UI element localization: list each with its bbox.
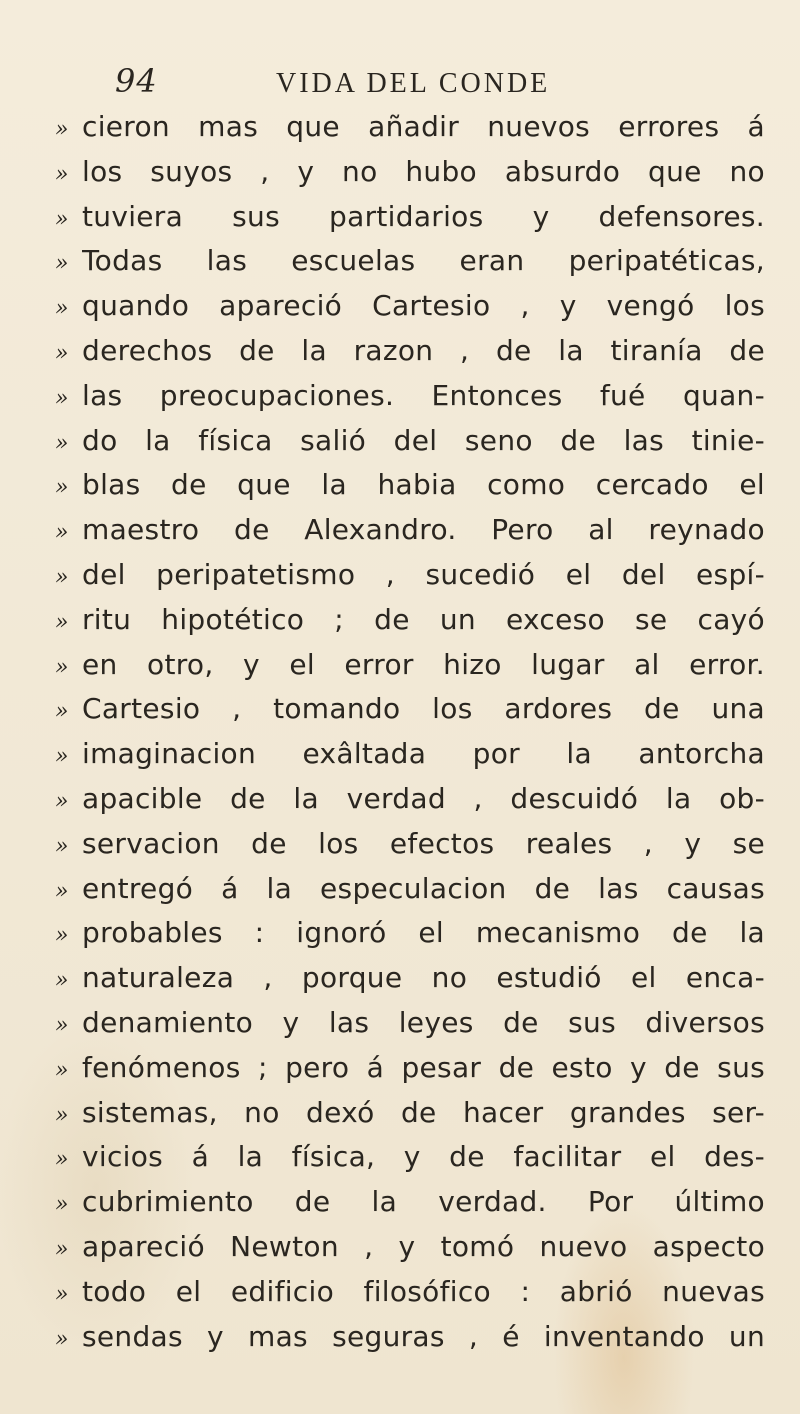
text-line — [55, 603, 765, 648]
quote-mark: » — [55, 475, 69, 501]
text-line — [55, 468, 765, 513]
quote-mark: » — [55, 744, 69, 770]
text-line — [55, 692, 765, 737]
text-line — [55, 558, 765, 603]
text-line — [55, 872, 765, 917]
text-line — [55, 334, 765, 379]
quote-mark: » — [55, 340, 69, 366]
quote-mark: » — [55, 430, 69, 456]
quote-mark: » — [55, 296, 69, 322]
text-line — [55, 155, 765, 200]
text-line — [55, 513, 765, 558]
quote-mark: » — [55, 654, 69, 680]
quote-mark: » — [55, 117, 69, 142]
quote-mark: » — [55, 1192, 69, 1218]
line-text: derechos de la razon , de la tiranía de — [82, 333, 765, 367]
quote-mark: » — [55, 1012, 69, 1038]
line-text: Todas las escuelas eran peripatéticas, — [82, 244, 765, 278]
text-line — [55, 1230, 765, 1275]
text-line — [55, 1275, 765, 1320]
line-text: naturaleza , porque no estudió el enca- — [82, 961, 765, 995]
quote-mark: » — [55, 1057, 69, 1083]
line-text: vicios á la física, y de facilitar el des- — [82, 1140, 765, 1174]
quote-mark: » — [55, 385, 69, 411]
text-line — [55, 737, 765, 782]
line-text: apacible de la verdad , descuidó la ob- — [82, 781, 765, 815]
line-text: los suyos , y no hubo absurdo que no — [82, 154, 765, 188]
text-line — [55, 200, 765, 245]
quote-mark: » — [55, 206, 69, 232]
quote-mark: » — [55, 564, 69, 590]
line-text: cieron mas que añadir nuevos errores á — [82, 110, 765, 143]
line-text: quando apareció Cartesio , y vengó los — [82, 289, 765, 323]
quote-mark: » — [55, 1326, 69, 1352]
quote-mark: » — [55, 1147, 69, 1173]
quote-mark: » — [55, 520, 69, 546]
line-text: todo el edificio filosófico : abrió nuevas — [82, 1274, 765, 1308]
line-text: Cartesio , tomando los ardores de una — [82, 692, 765, 726]
quote-mark: » — [55, 923, 69, 949]
line-text: entregó á la especulacion de las causas — [82, 871, 765, 905]
line-text: ritu hipotético ; de un exceso se cayó — [82, 602, 765, 636]
line-text: las preocupaciones. Entonces fué quan- — [82, 378, 765, 412]
text-line — [55, 424, 765, 469]
text-line — [55, 379, 765, 424]
page-number: 94 — [115, 62, 158, 100]
text-line — [55, 1320, 765, 1365]
text-line — [55, 1096, 765, 1141]
quote-mark: » — [55, 251, 69, 277]
line-text: cubrimiento de la verdad. Por último — [82, 1185, 765, 1219]
text-line — [55, 648, 765, 693]
text-line — [55, 1006, 765, 1051]
quote-mark: » — [55, 1102, 69, 1128]
text-line — [55, 916, 765, 961]
text-line — [55, 961, 765, 1006]
line-text: tuviera sus partidarios y defensores. — [82, 199, 765, 233]
line-text: del peripatetismo , sucedió el del espí- — [82, 557, 765, 591]
text-line — [55, 289, 765, 334]
quote-mark: » — [55, 161, 69, 187]
page-header — [0, 62, 800, 102]
quote-mark: » — [55, 968, 69, 994]
line-text: fenómenos ; pero á pesar de esto y de sus — [82, 1050, 765, 1084]
line-text: sistemas, no dexó de hacer grandes ser- — [82, 1095, 765, 1129]
quote-mark: » — [55, 1281, 69, 1307]
line-text: do la física salió del seno de las tinie- — [82, 423, 765, 457]
text-line — [55, 1140, 765, 1185]
text-line — [55, 782, 765, 827]
line-text: maestro de Alexandro. Pero al reynado — [82, 513, 765, 547]
text-line — [55, 110, 765, 155]
line-text: sendas y mas seguras , é inventando un — [82, 1319, 765, 1353]
running-head: VIDA DEL CONDE — [276, 68, 551, 99]
line-text: servacion de los efectos reales , y se — [82, 826, 765, 860]
body-text — [55, 110, 765, 1364]
quote-mark: » — [55, 609, 69, 635]
quote-mark: » — [55, 788, 69, 814]
text-line — [55, 827, 765, 872]
quote-mark: » — [55, 1236, 69, 1262]
line-text: probables : ignoró el mecanismo de la — [82, 916, 765, 950]
text-line — [55, 1051, 765, 1096]
line-text: apareció Newton , y tomó nuevo aspecto — [82, 1229, 765, 1263]
line-text: imaginacion exâltada por la antorcha — [82, 737, 765, 771]
line-text: blas de que la habia como cercado el — [82, 468, 765, 502]
line-text: en otro, y el error hizo lugar al error. — [82, 647, 765, 681]
text-line — [55, 1185, 765, 1230]
quote-mark: » — [55, 699, 69, 725]
quote-mark: » — [55, 833, 69, 859]
quote-mark: » — [55, 878, 69, 904]
line-text: denamiento y las leyes de sus diversos — [82, 1005, 765, 1039]
text-line — [55, 244, 765, 289]
